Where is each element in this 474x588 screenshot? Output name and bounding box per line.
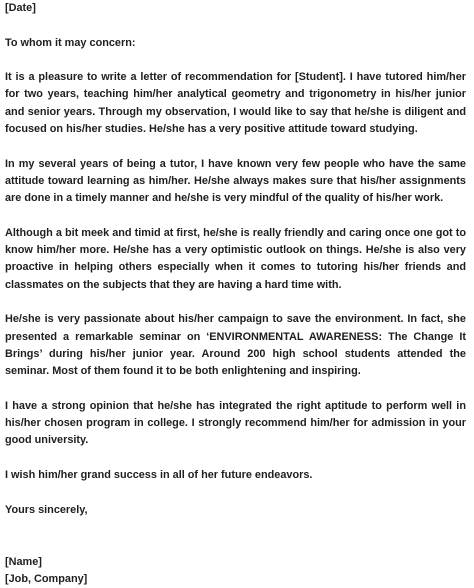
- paragraph-5: I have a strong opinion that he/she has integrated the right aptitude to perform well in his/her chosen program in college. I strongly recommend him/her for admission in your good university.: [5, 399, 466, 447]
- date-line: [Date]: [5, 2, 36, 14]
- signature-name: [Name]: [5, 555, 42, 568]
- paragraph-1: It is a pleasure to write a letter of recommendation for [Student]. I have tutored him/her for two years, teaching him/her analytical geometry and trigonometry in his/her junior and senior years. Through my observation, I would like to say that he/she is diligent and focused on his/her studies. He/she has a very positive attitude toward studying.: [5, 71, 466, 136]
- paragraph-6: I wish him/her grand success in all of her future endeavors.: [5, 469, 313, 482]
- paragraph-4: He/she is very passionate about his/her campaign to save the environment. In fact, she presented a remarkable seminar on ‘ENVIRONMENTAL AWARENESS: The Change It Brings’ during his/her junior year. Around 200 high school students attended the seminar. Most of them found it to be both enlightening and inspiring.: [5, 313, 466, 378]
- paragraph-2: In my several years of being a tutor, I have known very few people who have the same attitude toward learning as him/her. He/she always makes sure that his/her assignments are done in a timely manner and he/she is very mindful of the quality of his/her work.: [5, 157, 466, 205]
- salutation: To whom it may concern:: [5, 36, 136, 49]
- recommendation-letter: [5, 0, 466, 588]
- closing: Yours sincerely,: [5, 503, 88, 516]
- paragraph-3: Although a bit meek and timid at first, he/she is really friendly and caring once one got to know him/her more. He/she has a very optimistic outlook on things. He/she is also very proactive in helping others especially when it comes to tutoring his/her friends and classmates on the subjects that they are having a hard time with.: [5, 226, 466, 291]
- signature-job-company: [Job, Company]: [5, 572, 88, 585]
